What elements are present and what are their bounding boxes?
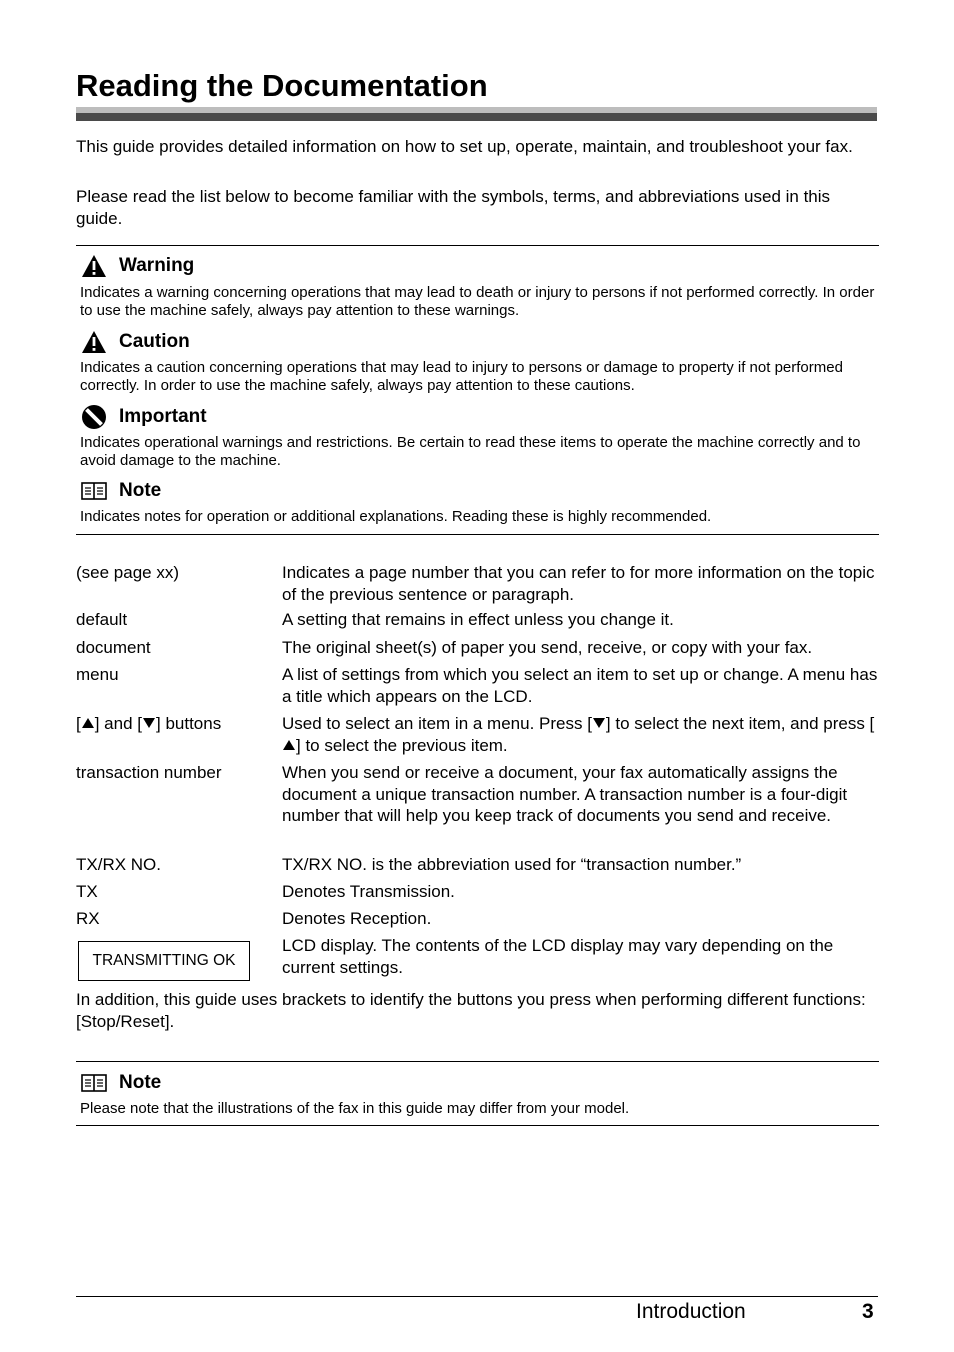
note-icon xyxy=(81,478,107,504)
term: RX xyxy=(76,909,100,928)
term: transaction number xyxy=(76,763,222,782)
warning-text: Indicates a warning concerning operations that may lead to death or injury to persons if not performed correctly. In order to use the machine safely, always pay attention to these warnings. xyxy=(80,284,875,319)
term-description: TX/RX NO. is the abbreviation used for “transaction number.” xyxy=(282,855,742,874)
term-description: A setting that remains in effect unless you change it. xyxy=(282,610,674,629)
note-label: Note xyxy=(119,480,162,501)
bottom-note-top-rule xyxy=(76,1061,879,1062)
bottom-note-bottom-rule xyxy=(76,1125,879,1126)
important-heading xyxy=(81,404,207,430)
term: (see page xx) xyxy=(76,563,179,582)
bottom-note-text: Please note that the illustrations of the fax in this guide may differ from your model. xyxy=(80,1100,630,1117)
note-icon xyxy=(81,1070,107,1096)
important-label: Important xyxy=(119,406,207,427)
note-label: Note xyxy=(119,1072,162,1093)
footer-rule xyxy=(76,1296,878,1297)
warning-label: Warning xyxy=(119,255,195,276)
page-title: Reading the Documentation xyxy=(76,68,488,103)
term-description: A list of settings from which you select an item to set up or change. A menu has a title which appears on the LCD. xyxy=(282,665,878,706)
title-underline xyxy=(76,107,877,121)
term-description: Indicates a page number that you can refer to for more information on the topic of the previous sentence or paragraph. xyxy=(282,563,875,604)
caution-heading xyxy=(81,329,190,355)
important-icon xyxy=(81,404,107,430)
intro-paragraph: Please read the list below to become familiar with the symbols, terms, and abbreviations used in this guide. xyxy=(76,187,831,228)
caution-icon xyxy=(81,329,107,355)
warning-icon xyxy=(81,253,107,279)
term-description: Used to select an item in a menu. Press [ ] to select the next item, and press [] to select the previous item. xyxy=(282,714,875,755)
down-arrow-icon xyxy=(142,713,156,735)
term-description: When you send or receive a document, your fax automatically assigns the document a unique transaction number. A transaction number is a four-digit number that will help you keep track of documents you send and receive. xyxy=(282,763,848,825)
note-text: Indicates notes for operation or additional explanations. Reading these is highly recommended. xyxy=(80,508,712,525)
term-description: Denotes Transmission. xyxy=(282,882,455,901)
term: document xyxy=(76,638,151,657)
notice-box-top-rule xyxy=(76,245,879,246)
warning-heading xyxy=(81,253,194,279)
note-heading xyxy=(81,478,161,504)
bottom-note-heading xyxy=(81,1070,161,1096)
caution-text: Indicates a caution concerning operations that may lead to injury to persons or damage to property if not performed correctly. In order to use the machine safely, always pay attention to these cautions. xyxy=(80,359,843,394)
term: TX/RX NO. xyxy=(76,855,162,874)
intro-paragraph: This guide provides detailed information on how to set up, operate, maintain, and troubleshoot your fax. xyxy=(76,137,853,156)
term-description: LCD display. The contents of the LCD display may vary depending on the current settings. xyxy=(282,936,834,977)
term: TX xyxy=(76,882,98,901)
term: default xyxy=(76,610,128,629)
term-arrow-buttons: [ ] and [ ] buttons xyxy=(76,714,222,733)
caution-label: Caution xyxy=(119,331,190,352)
brackets-paragraph: In addition, this guide uses brackets to identify the buttons you press when performing different functions: [Stop/Reset]. xyxy=(76,990,866,1031)
lcd-display-sample: TRANSMITTING OK xyxy=(78,941,250,981)
footer-section-name: Introduction xyxy=(636,1300,746,1323)
important-text: Indicates operational warnings and restrictions. Be certain to read these items to operate the machine correctly and to avoid damage to the machine. xyxy=(80,434,861,469)
notice-box-bottom-rule xyxy=(76,534,879,535)
up-arrow-icon xyxy=(282,735,296,757)
footer-page-number: 3 xyxy=(862,1300,874,1323)
term: menu xyxy=(76,665,119,684)
term-description: Denotes Reception. xyxy=(282,909,432,928)
term-description: The original sheet(s) of paper you send, receive, or copy with your fax. xyxy=(282,638,813,657)
up-arrow-icon xyxy=(81,713,95,735)
down-arrow-icon xyxy=(592,713,606,735)
